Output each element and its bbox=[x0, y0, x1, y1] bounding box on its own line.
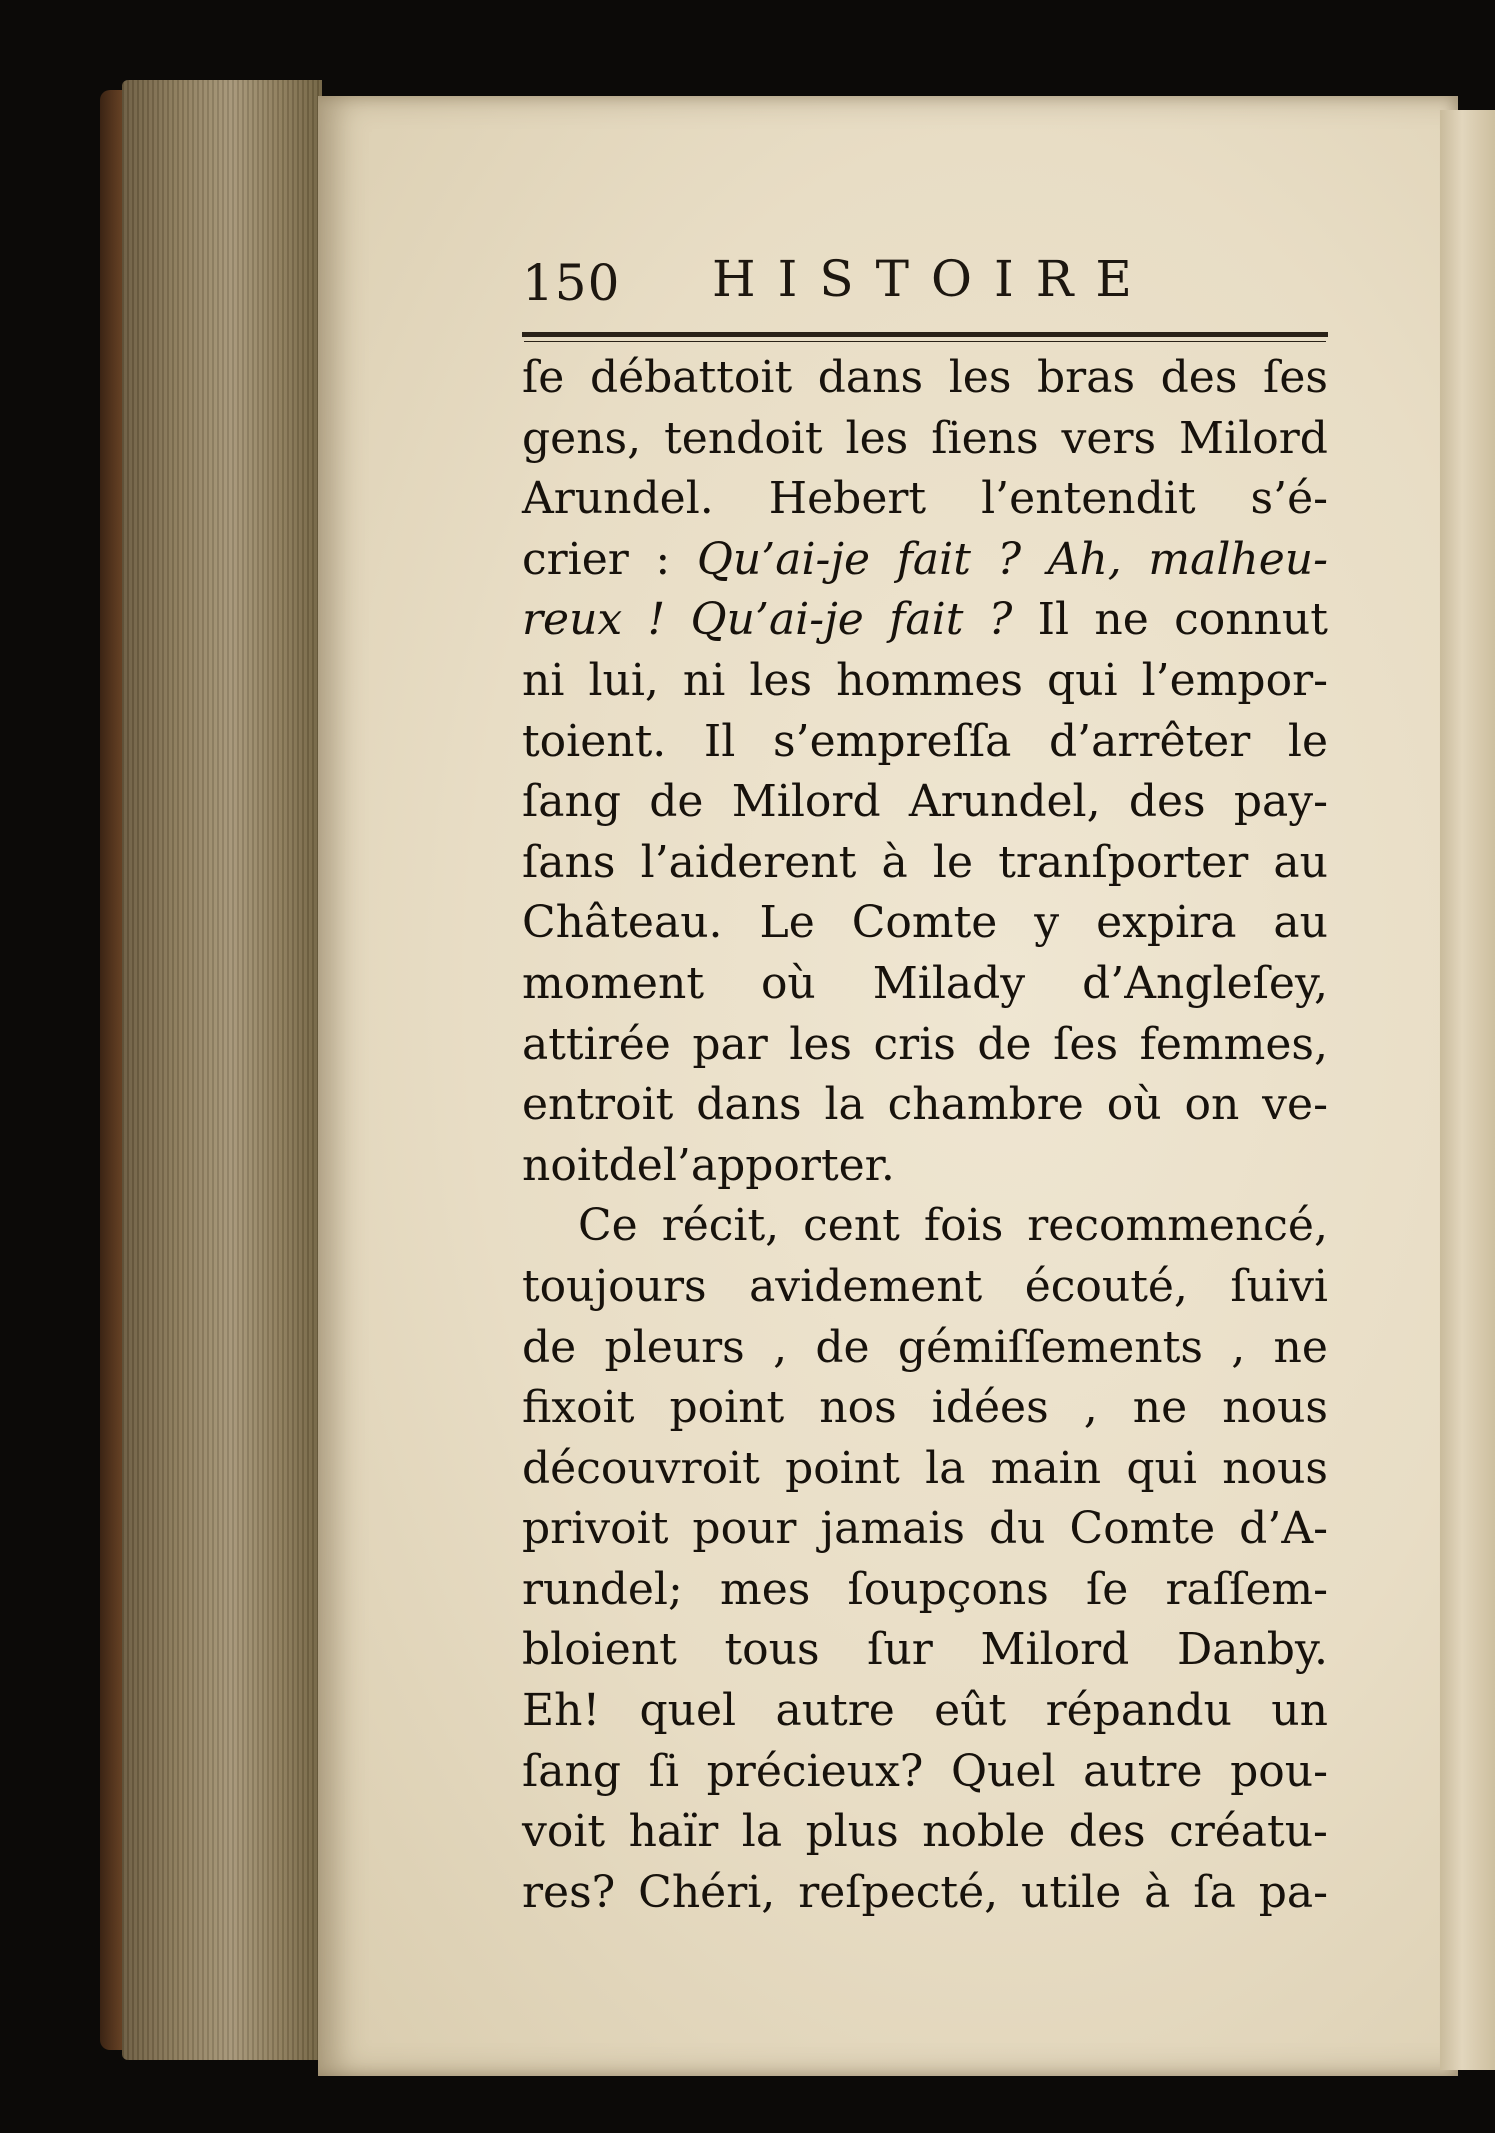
word: cent bbox=[803, 1200, 900, 1252]
word: pou- bbox=[1230, 1745, 1328, 1797]
word: l’aiderent bbox=[640, 836, 857, 888]
text-line bbox=[522, 772, 1328, 833]
word: Qu’ai-je bbox=[690, 594, 864, 646]
word: , bbox=[773, 1321, 788, 1373]
word: gémiſſements bbox=[897, 1321, 1203, 1373]
word: pa- bbox=[1258, 1866, 1328, 1918]
word: Milord bbox=[1179, 412, 1328, 464]
word: pay- bbox=[1233, 776, 1328, 828]
word: ſes bbox=[1053, 1018, 1119, 1070]
word: jamais bbox=[820, 1503, 965, 1555]
word: les bbox=[845, 412, 909, 464]
word: créatu- bbox=[1169, 1806, 1328, 1858]
word: récit, bbox=[661, 1200, 780, 1252]
word: ſa bbox=[1193, 1866, 1236, 1918]
word: précieux? bbox=[706, 1745, 924, 1797]
word: noit bbox=[522, 1139, 609, 1191]
word: tranſporter bbox=[998, 836, 1249, 888]
word: ve- bbox=[1262, 1079, 1328, 1131]
word: des bbox=[1128, 776, 1206, 828]
word: quel bbox=[639, 1685, 737, 1737]
word: nous bbox=[1222, 1382, 1328, 1434]
word: ſe bbox=[1086, 1563, 1129, 1615]
word: s’empreſſa bbox=[773, 715, 1012, 767]
word: les bbox=[789, 1018, 852, 1070]
text-line bbox=[522, 1560, 1328, 1621]
word: dans bbox=[696, 1079, 802, 1131]
word: ni bbox=[522, 654, 565, 706]
text-line bbox=[522, 409, 1328, 470]
word: s’é- bbox=[1250, 473, 1328, 525]
word: dans bbox=[817, 352, 924, 403]
text-line bbox=[522, 651, 1328, 712]
word: les bbox=[749, 654, 813, 706]
header-rule bbox=[522, 332, 1328, 337]
word: les bbox=[948, 352, 1012, 403]
word: répandu bbox=[1045, 1685, 1232, 1737]
word: ne bbox=[1094, 594, 1149, 646]
word: ni bbox=[682, 654, 726, 706]
word: ſuivi bbox=[1230, 1260, 1328, 1312]
word: de bbox=[649, 776, 704, 828]
word: Danby. bbox=[1176, 1624, 1328, 1676]
word: où bbox=[760, 957, 816, 1009]
word: qui bbox=[1047, 654, 1118, 706]
word: l’entendit bbox=[981, 473, 1196, 525]
word: Comte bbox=[851, 897, 998, 949]
word: ſoupçons bbox=[847, 1563, 1049, 1615]
word: utile bbox=[1021, 1866, 1122, 1918]
word: ne bbox=[1132, 1382, 1188, 1434]
word: à bbox=[881, 836, 908, 888]
word: ſang bbox=[522, 1745, 622, 1797]
word: nos bbox=[819, 1382, 897, 1434]
word: autre bbox=[775, 1685, 895, 1737]
word: main bbox=[990, 1442, 1102, 1494]
word: cris bbox=[873, 1018, 956, 1070]
word: l’empor- bbox=[1141, 654, 1328, 706]
body-text bbox=[522, 348, 1328, 1923]
word: raſſem- bbox=[1165, 1563, 1328, 1615]
word: Milady bbox=[872, 957, 1026, 1009]
word: des bbox=[1160, 352, 1238, 403]
text-line bbox=[522, 1863, 1328, 1924]
word: pleurs bbox=[604, 1321, 745, 1373]
word: Milord bbox=[731, 776, 881, 828]
text-line bbox=[522, 1499, 1328, 1560]
word: lui, bbox=[588, 654, 659, 706]
text-line bbox=[522, 1378, 1328, 1439]
word: Hebert bbox=[768, 473, 927, 525]
text-line bbox=[522, 1802, 1328, 1863]
word: Arundel. bbox=[522, 473, 714, 525]
text-line bbox=[522, 1681, 1328, 1742]
word: un bbox=[1271, 1685, 1328, 1737]
word: haïr bbox=[628, 1806, 719, 1858]
text-line bbox=[522, 1196, 1328, 1257]
word: voit bbox=[522, 1806, 606, 1858]
word: de bbox=[815, 1321, 870, 1373]
word: pour bbox=[692, 1503, 797, 1555]
word: Milord bbox=[980, 1624, 1130, 1676]
text-line bbox=[522, 348, 1328, 409]
word: Chéri, bbox=[638, 1866, 776, 1918]
word: Le bbox=[759, 897, 815, 949]
word: entroit bbox=[522, 1079, 674, 1131]
word: Ce bbox=[578, 1200, 638, 1252]
word: ſans bbox=[522, 836, 616, 888]
word: ? bbox=[988, 594, 1013, 646]
text-line bbox=[522, 712, 1328, 773]
word: ſur bbox=[867, 1624, 933, 1676]
word: reſpecté, bbox=[798, 1866, 999, 1918]
word: fait bbox=[889, 594, 964, 646]
word: des bbox=[1068, 1806, 1146, 1858]
word: connut bbox=[1174, 594, 1328, 646]
word: privoit bbox=[522, 1503, 669, 1555]
running-head: HISTOIRE bbox=[712, 250, 1154, 308]
word: chambre bbox=[887, 1079, 1084, 1131]
word: la bbox=[741, 1806, 783, 1858]
word: la bbox=[824, 1079, 865, 1131]
word: y bbox=[1034, 897, 1060, 949]
word: , bbox=[1231, 1321, 1246, 1373]
word: qui bbox=[1126, 1442, 1197, 1494]
word: où bbox=[1106, 1079, 1162, 1131]
word: de bbox=[977, 1018, 1032, 1070]
word: mes bbox=[719, 1563, 811, 1615]
word: femmes, bbox=[1139, 1018, 1328, 1070]
page-number: 150 bbox=[522, 254, 621, 312]
word: crier bbox=[522, 533, 629, 585]
text-line bbox=[522, 833, 1328, 894]
word: expira bbox=[1096, 897, 1237, 949]
facing-page-edge bbox=[1440, 110, 1495, 2070]
word: au bbox=[1273, 836, 1328, 888]
word: reux bbox=[522, 594, 623, 646]
word: Arundel, bbox=[908, 776, 1101, 828]
word: fixoit bbox=[522, 1382, 635, 1434]
text-line bbox=[522, 1439, 1328, 1500]
word: Qu’ai-je bbox=[696, 533, 871, 585]
word: ſang bbox=[522, 776, 622, 828]
text-line bbox=[522, 590, 1328, 651]
word: d’Angleſey, bbox=[1082, 957, 1328, 1009]
word: débattoit bbox=[589, 352, 793, 403]
word: Comte bbox=[1069, 1503, 1216, 1555]
word: découvroit bbox=[522, 1442, 760, 1494]
word: attirée bbox=[522, 1018, 671, 1070]
word: l’apporter. bbox=[662, 1139, 895, 1191]
word: : bbox=[655, 533, 671, 585]
word: idées bbox=[931, 1382, 1049, 1434]
word: bloient bbox=[522, 1624, 677, 1676]
word: ſe bbox=[522, 352, 565, 403]
word: res? bbox=[522, 1866, 616, 1918]
word: moment bbox=[522, 957, 704, 1009]
word: de bbox=[522, 1321, 577, 1373]
word: fait bbox=[896, 533, 971, 585]
text-line bbox=[522, 1620, 1328, 1681]
word: Il bbox=[1037, 594, 1070, 646]
word: malheu- bbox=[1148, 533, 1328, 585]
word: ne bbox=[1273, 1321, 1328, 1373]
text-line bbox=[522, 1318, 1328, 1379]
word: d’arrêter bbox=[1049, 715, 1251, 767]
word: noble bbox=[922, 1806, 1046, 1858]
word: recommencé, bbox=[1027, 1200, 1328, 1252]
word: nous bbox=[1222, 1442, 1328, 1494]
word: de bbox=[608, 1139, 663, 1191]
word: hommes bbox=[836, 654, 1023, 706]
text-line bbox=[522, 893, 1328, 954]
word: par bbox=[692, 1018, 768, 1070]
word: fois bbox=[923, 1200, 1004, 1252]
word: au bbox=[1273, 897, 1328, 949]
word: Eh! bbox=[522, 1685, 601, 1737]
text-line bbox=[522, 1136, 1328, 1197]
word: ſes bbox=[1263, 352, 1328, 403]
text-line bbox=[522, 469, 1328, 530]
word: gens, bbox=[522, 412, 642, 464]
word: la bbox=[925, 1442, 966, 1494]
word: rundel; bbox=[522, 1563, 683, 1615]
page-edges bbox=[122, 80, 322, 2060]
word: Il bbox=[703, 715, 736, 767]
word: , bbox=[1083, 1382, 1098, 1434]
word: à bbox=[1144, 1866, 1171, 1918]
word: toujours bbox=[522, 1260, 707, 1312]
word: point bbox=[785, 1442, 900, 1494]
word: Quel bbox=[951, 1745, 1056, 1797]
word: du bbox=[988, 1503, 1046, 1555]
word: d’A- bbox=[1239, 1503, 1328, 1555]
text-line bbox=[522, 1075, 1328, 1136]
text-line bbox=[522, 1257, 1328, 1318]
word: le bbox=[1287, 715, 1328, 767]
word: Ah, bbox=[1047, 533, 1122, 585]
page-header bbox=[522, 250, 1322, 320]
word: tous bbox=[724, 1624, 820, 1676]
text-line bbox=[522, 954, 1328, 1015]
word: on bbox=[1184, 1079, 1240, 1131]
word: tendoit bbox=[664, 412, 823, 464]
text-line bbox=[522, 1742, 1328, 1803]
word: ? bbox=[997, 533, 1022, 585]
word: ſi bbox=[648, 1745, 680, 1797]
text-line bbox=[522, 1015, 1328, 1076]
word: bras bbox=[1037, 352, 1136, 403]
word: ſiens bbox=[931, 412, 1039, 464]
word: point bbox=[669, 1382, 785, 1434]
word: eût bbox=[934, 1685, 1007, 1737]
word: autre bbox=[1083, 1745, 1203, 1797]
word: avidement bbox=[749, 1260, 983, 1312]
word: Château. bbox=[522, 897, 723, 949]
word: vers bbox=[1061, 412, 1157, 464]
word: plus bbox=[805, 1806, 899, 1858]
text-line bbox=[522, 530, 1328, 591]
word: toient. bbox=[522, 715, 667, 767]
word: ! bbox=[647, 594, 666, 646]
word: écouté, bbox=[1024, 1260, 1188, 1312]
word: le bbox=[932, 836, 974, 888]
